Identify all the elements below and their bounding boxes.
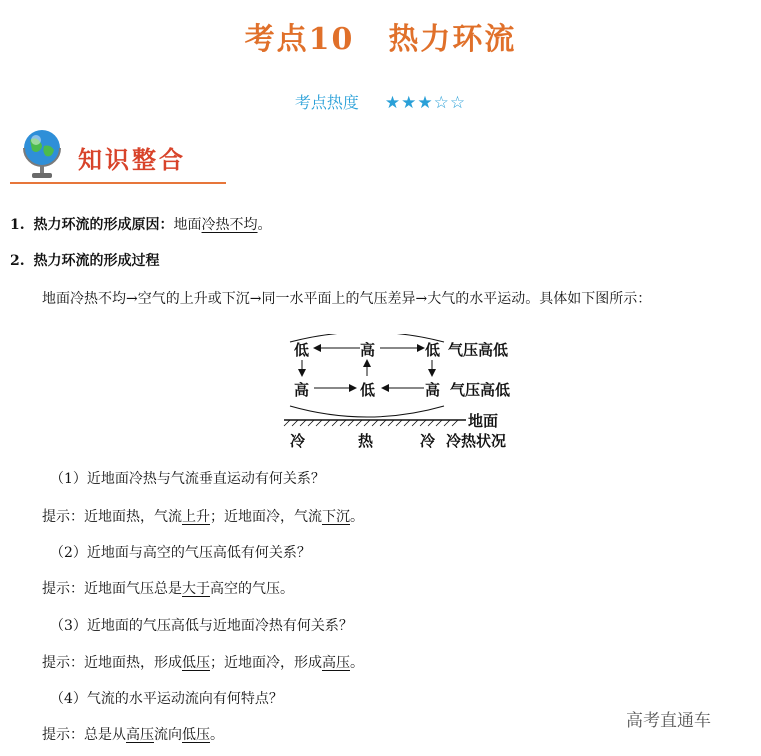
answer-key: 低压 [182,727,210,743]
point-heading: 热力环流的形成过程 [33,253,160,269]
upper-pressure-label: 气压高低 [448,341,509,359]
answer-text: ；近地面冷，形成 [210,655,322,671]
answer-text: 高空的气压。 [210,581,294,597]
title-topic-number: 考点10 [244,22,355,57]
answer-text: 提示：总是从 [42,727,126,743]
answer-text: 。 [350,655,364,671]
point-answer: 冷热不均 [201,217,258,233]
page-title [0,14,761,58]
answer-text: 。 [350,509,364,525]
point-2 [10,250,160,270]
answer-text: 流向 [154,727,182,743]
watermark-text: 高考直通车 [626,711,711,731]
ground-label: 地面 [468,412,499,430]
surface-center: 热 [358,432,374,450]
question-1: （1）近地面冷热与气流垂直运动有何关系？ [50,471,325,487]
pressure-upper-right: 低 [425,341,441,359]
answer-text: ；近地面冷，气流 [210,509,322,525]
answer-1 [42,506,364,526]
question-3: （3）近地面的气压高低与近地面冷热有何关系？ [50,618,353,634]
surface-right: 冷 [420,432,436,450]
answer-text: 提示：近地面热，形成 [42,655,182,671]
heat-label: 考点热度 [294,93,359,112]
surface-left: 冷 [290,432,306,450]
circulation-diagram [280,334,530,452]
pressure-lower-right: 高 [425,381,441,399]
section-title: 知识整合 [78,145,186,174]
question-2: （2）近地面与高空的气压高低有何关系？ [50,545,311,561]
lower-pressure-label: 气压高低 [450,381,511,399]
pressure-upper-center: 高 [360,341,376,359]
answer-key: 高压 [126,727,154,743]
section-divider [10,182,226,184]
point-number: 2. [10,253,25,269]
heat-rating [0,90,761,113]
answer-text: 提示：近地面热，气流 [42,509,182,525]
answer-text: 。 [210,727,224,743]
answer-key: 高压 [322,655,350,671]
point-heading: 热力环流的形成原因： [33,217,174,233]
answer-key: 大于 [182,581,210,597]
answer-2 [42,578,294,598]
globe-icon [18,126,66,182]
point-number: 1. [10,217,25,233]
title-topic-name: 热力环流 [388,22,517,57]
answer-key: 下沉 [322,509,350,525]
point-text: 地面 [173,217,202,233]
answer-key: 低压 [182,655,210,671]
pressure-lower-left: 高 [294,381,310,399]
surface-label: 冷热状况 [446,432,507,450]
heat-stars: ★★★☆☆ [384,93,467,113]
point-1 [10,214,272,234]
answer-key: 上升 [182,509,210,525]
point-text: 。 [257,217,272,233]
answer-4 [42,724,224,744]
answer-text: 提示：近地面气压总是 [42,581,182,597]
pressure-lower-center: 低 [360,381,376,399]
section-header [10,124,230,188]
process-description: 地面冷热不均→空气的上升或下沉→同一水平面上的气压差异→大气的水平运动。具体如下图所示： [42,291,652,307]
answer-3 [42,652,364,672]
pressure-upper-left: 低 [294,341,310,359]
question-4: （4）气流的水平运动流向有何特点？ [50,691,283,707]
